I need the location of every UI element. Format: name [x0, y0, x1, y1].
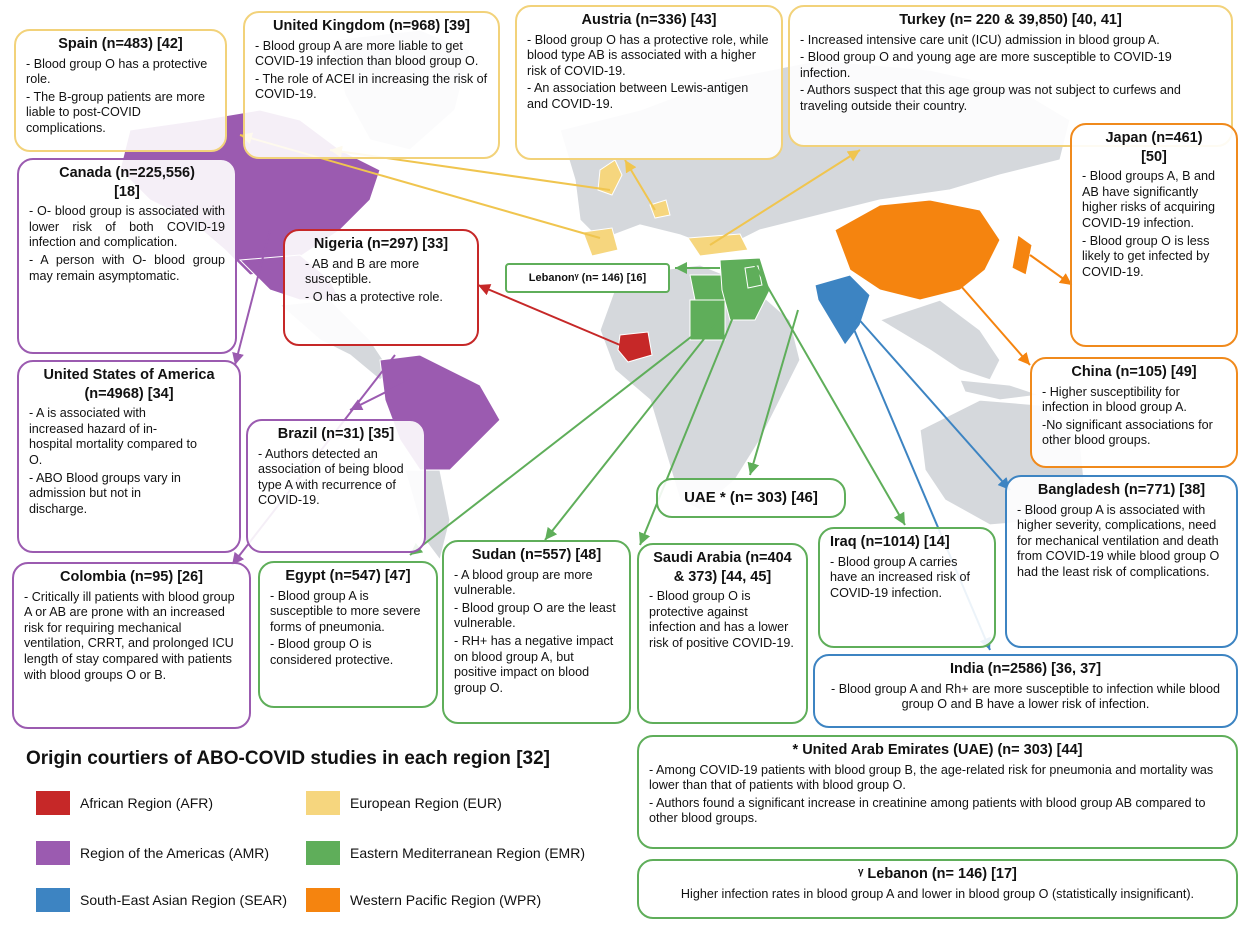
bangladesh-line-1: - Blood group A is associated with higher severity, complications, need for mechanical ventilation and death from COVID-19 while blood group O had the least risk of complications. [1017, 502, 1220, 579]
spain-box [14, 29, 227, 152]
india-line-1: - Blood group A and Rh+ are more susceptible to infection while blood group O and B have a lower risk of infection. [831, 681, 1220, 712]
lebanon-full-line-1: Higher infection rates in blood group A and lower in blood group O (statistically insignificant). [680, 886, 1195, 901]
sudan-box [442, 540, 631, 724]
austria-title: Austria (n=336) [43] [581, 12, 717, 28]
legend-title: Origin courtiers of ABO-COVID studies in each region [32] [26, 748, 550, 769]
lebanon-full-box [637, 859, 1238, 919]
japan-box [1070, 123, 1238, 347]
nigeria-line-2: - O has a protective role. [305, 289, 443, 304]
uae-full-line-1: - Among COVID-19 patients with blood group B, the age-related risk for pneumonia and mortality was lower than that of patients with blood group O. [649, 762, 1214, 793]
austria-line-2: - An association between Lewis-antigen and COVID-19. [527, 81, 749, 111]
brazil-box [246, 419, 426, 553]
legend-label-amr: Region of the Americas (AMR) [80, 845, 270, 861]
sudan-line-3: - RH+ has a negative impact on blood group A, but positive impact on blood group O. [454, 633, 614, 695]
china-title: China (n=105) [49] [1071, 364, 1197, 380]
uk-line-1: - Blood group A are more liable to get COVID-19 infection than blood group O. [255, 38, 479, 69]
nigeria-title: Nigeria (n=297) [33] [313, 236, 449, 252]
iraq-title: Iraq (n=1014) [14] [830, 534, 950, 550]
saudi-title: Saudi Arabia (n=404 & 373) [44, 45] [653, 550, 792, 585]
bangladesh-box [1005, 475, 1238, 648]
uae-short-box [656, 478, 846, 518]
china-box [1030, 357, 1238, 468]
spain-line-2: - The B-group patients are more liable to post-COVID complications. [26, 89, 205, 135]
turkey-line-1: - Increased intensive care unit (ICU) admission in blood group A. [800, 32, 1160, 47]
nigeria-box [283, 229, 479, 346]
usa-box [17, 360, 241, 553]
saudi-line-1: - Blood group O is protective against infection and has a lower risk of positive COVID-19. [649, 589, 794, 650]
lebanon-label-box: Lebanonᵞ (n= 146) [16] [505, 263, 670, 293]
legend-swatch-eur [306, 791, 340, 815]
uae-full-box [637, 735, 1238, 849]
nigeria-line-1: - AB and B are more susceptible. [305, 256, 420, 287]
legend-item-emr [306, 841, 585, 865]
turkey-line-3: - Authors suspect that this age group was not subject to curfews and traveling outside their country. [800, 83, 1181, 113]
legend-swatch-amr [36, 841, 70, 865]
legend-item-wpr [306, 888, 541, 912]
sudan-title: Sudan (n=557) [48] [471, 547, 602, 563]
legend-swatch-wpr [306, 888, 340, 912]
uae-full-line-2: - Authors found a significant increase in creatinine among patients with blood group AB compared to other blood groups. [649, 795, 1206, 826]
legend-swatch-emr [306, 841, 340, 865]
iraq-line-1: - Blood group A carries have an increased risk of COVID-19 infection. [830, 554, 971, 600]
austria-box [515, 5, 783, 160]
legend-swatch-afr [36, 791, 70, 815]
legend-label-eur: European Region (EUR) [350, 795, 502, 811]
turkey-line-2: - Blood group O and young age are more susceptible to COVID-19 infection. [800, 50, 1172, 80]
saudi-box [637, 543, 808, 724]
uae-short-title: UAE * (n= 303) [46] [684, 489, 818, 507]
sudan-line-1: - A blood group are more vulnerable. [454, 567, 593, 598]
legend-item-amr [36, 841, 269, 865]
legend-label-afr: African Region (AFR) [80, 795, 214, 811]
usa-title: United States of America (n=4968) [34] [43, 367, 215, 402]
uae-full-title: * United Arab Emirates (UAE) (n= 303) [44] [792, 742, 1083, 758]
canada-line-1: - O- blood group is associated with lower risk of both COVID-19 infection and complication. [29, 204, 225, 250]
brazil-line-1: - Authors detected an association of being blood type A with recurrence of COVID-19. [258, 446, 404, 508]
brazil-title: Brazil (n=31) [35] [277, 426, 395, 442]
colombia-line-1: - Critically ill patients with blood group A or AB are prone with an increased risk for requiring mechanical ventilation, CRRT, and prolonged ICU length of stay compared with patients with blood groups O or B. [24, 589, 235, 682]
legend-item-afr [36, 791, 213, 815]
china-line-1: - Higher susceptibility for infection in blood group A. [1042, 384, 1187, 415]
colombia-title: Colombia (n=95) [26] [59, 569, 203, 585]
legend-item-sear [36, 888, 287, 912]
canada-box [17, 158, 237, 354]
canada-title: Canada (n=225,556)[18] [59, 165, 195, 200]
china-line-2: -No significant associations for other blood groups. [1042, 417, 1213, 448]
india-title: India (n=2586) [36, 37] [949, 661, 1102, 677]
bangladesh-title: Bangladesh (n=771) [38] [1037, 482, 1206, 498]
iraq-box [818, 527, 996, 648]
japan-region [1012, 235, 1032, 275]
uk-line-2: - The role of ACEI in increasing the risk of COVID-19. [255, 71, 488, 102]
spain-line-1: - Blood group O has a protective role. [26, 56, 208, 87]
india-region [815, 275, 870, 345]
egypt-line-2: - Blood group O is considered protective. [270, 637, 394, 667]
egypt-line-1: - Blood group A is susceptible to more severe forms of pneumonia. [270, 588, 421, 634]
japan-line-1: - Blood groups A, B and AB have significantly higher risks of acquiring COVID-19 infection. [1082, 169, 1216, 230]
india-box [813, 654, 1238, 728]
legend-swatch-sear [36, 888, 70, 912]
usa-line-1: - A is associated with increased hazard of in-hospital mortality compared to O. [29, 406, 197, 467]
japan-title: Japan (n=461) [50] [1105, 130, 1203, 165]
lebanon-full-title: ᵞ Lebanon (n= 146) [17] [858, 866, 1017, 882]
austria-line-1: - Blood group O has a protective role, while blood type AB is associated with a higher risk of COVID-19. [527, 32, 769, 78]
uk-box [243, 11, 500, 159]
legend-item-eur [306, 791, 502, 815]
colombia-box [12, 562, 251, 729]
uk-title: United Kingdom (n=968) [39] [273, 18, 470, 34]
turkey-title: Turkey (n= 220 & 39,850) [40, 41] [899, 12, 1122, 28]
egypt-box [258, 561, 438, 708]
legend-label-wpr: Western Pacific Region (WPR) [350, 892, 542, 908]
spain-title: Spain (n=483) [42] [58, 36, 183, 52]
egypt-title: Egypt (n=547) [47] [285, 568, 411, 584]
legend-label-emr: Eastern Mediterranean Region (EMR) [350, 845, 585, 861]
sudan-line-2: - Blood group O are the least vulnerable. [454, 600, 616, 631]
japan-line-2: - Blood group O is less likely to get infected by COVID-19. [1082, 233, 1210, 279]
usa-line-2: - ABO Blood groups vary in admission but not in discharge. [29, 470, 181, 516]
legend-label-sear: South-East Asian Region (SEAR) [80, 892, 287, 908]
canada-line-2: - A person with O- blood group may remain asymptomatic. [29, 252, 225, 283]
